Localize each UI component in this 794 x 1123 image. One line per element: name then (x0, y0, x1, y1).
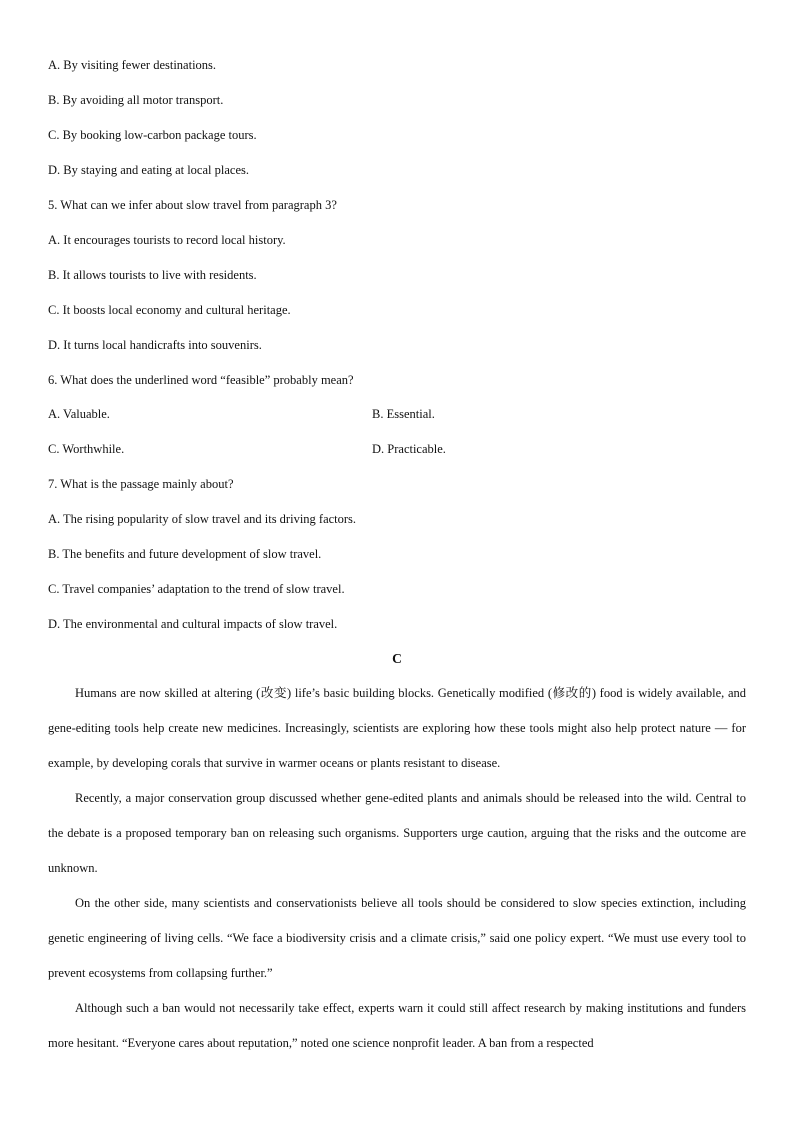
q6-option-a: A. Valuable. (48, 407, 110, 421)
q4-option-d: D. By staying and eating at local places. (48, 163, 249, 177)
passage-paragraph-3: On the other side, many scientists and conservationists believe all tools should be considered to slow species extinction, including genetic engineering of living cells. “We face a biodiversity crisis and a climate crisis,” said one policy expert. “We must use every tool to prevent ecosystems from collapsing further.” (48, 896, 746, 980)
q6-stem: 6. What does the underlined word “feasible” probably mean? (48, 373, 354, 387)
passage-paragraph-2: Recently, a major conservation group discussed whether gene-edited plants and animals should be released into the wild. Central to the debate is a proposed temporary ban on releasing such organisms. Supporters urge caution, arguing that the risks and the outcome are unknown. (48, 791, 746, 875)
q5-option-a: A. It encourages tourists to record local history. (48, 233, 286, 247)
passage-paragraph-4: Although such a ban would not necessarily take effect, experts warn it could still affect research by making institutions and funders more hesitant. “Everyone cares about reputation,” noted one science nonprofit leader. A ban from a respected (48, 1001, 746, 1050)
section-c-heading: C (392, 651, 402, 666)
q5-option-d: D. It turns local handicrafts into souvenirs. (48, 338, 262, 352)
q7-stem: 7. What is the passage mainly about? (48, 477, 234, 491)
q4-option-c: C. By booking low-carbon package tours. (48, 128, 257, 142)
q5-option-b: B. It allows tourists to live with residents. (48, 268, 257, 282)
passage-paragraph-1: Humans are now skilled at altering (改变) life’s basic building blocks. Genetically modified (修改的) food is widely available, and gene-editing tools help create new medicines. Increasingly, scientists are exploring how these tools might also help protect nature — for example, by developing corals that survive in warmer oceans or plants resistant to disease. (48, 686, 746, 770)
q7-option-d: D. The environmental and cultural impacts of slow travel. (48, 617, 338, 631)
q5-option-c: C. It boosts local economy and cultural heritage. (48, 303, 291, 317)
q4-option-b: B. By avoiding all motor transport. (48, 93, 224, 107)
q6-option-c: C. Worthwhile. (48, 442, 125, 456)
q5-stem: 5. What can we infer about slow travel from paragraph 3? (48, 198, 337, 212)
q7-option-a: A. The rising popularity of slow travel and its driving factors. (48, 512, 357, 526)
q6-option-b: B. Essential. (372, 407, 435, 421)
q7-option-b: B. The benefits and future development of slow travel. (48, 547, 322, 561)
q6-option-d: D. Practicable. (372, 442, 446, 456)
q7-option-c: C. Travel companies’ adaptation to the trend of slow travel. (48, 582, 345, 596)
q4-option-a: A. By visiting fewer destinations. (48, 58, 217, 72)
